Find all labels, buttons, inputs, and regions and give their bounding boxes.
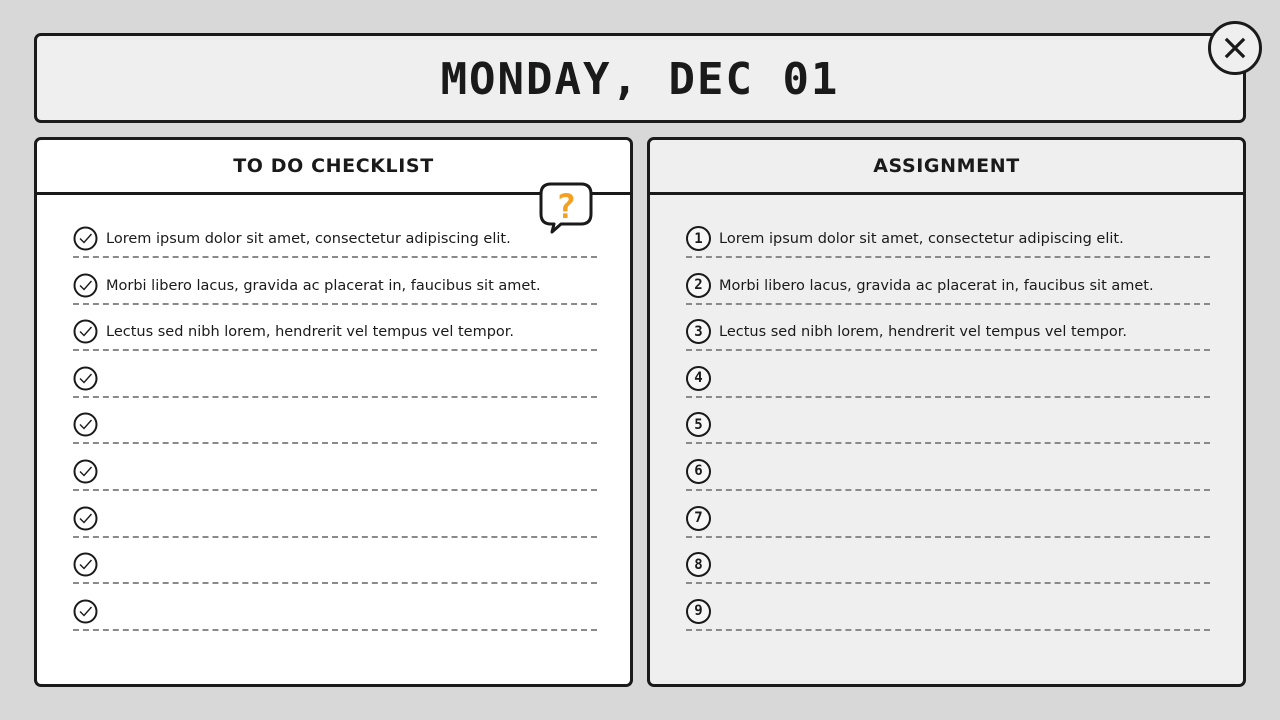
help-question-mark: ? (555, 187, 577, 227)
assignment-number-badge: 6 (686, 459, 711, 484)
assignment-item[interactable] (686, 220, 1210, 267)
checklist-item[interactable] (73, 593, 597, 640)
date-header (34, 33, 1246, 123)
assignment-item[interactable] (686, 360, 1210, 407)
checkbox-check-icon[interactable] (73, 552, 98, 577)
checklist-item[interactable] (73, 546, 597, 593)
assignment-header (650, 140, 1243, 195)
checklist-item[interactable] (73, 406, 597, 453)
checkbox-check-icon[interactable] (73, 319, 98, 344)
checkbox-check-icon[interactable] (73, 273, 98, 298)
assignment-item-text[interactable]: Lectus sed nibh lorem, hendrerit vel tempus vel tempor. (719, 324, 1128, 341)
assignment-item[interactable] (686, 500, 1210, 547)
page-title: MONDAY, DEC 01 (440, 53, 840, 105)
assignment-number-badge: 9 (686, 599, 711, 624)
assignment-number-badge: 1 (686, 226, 711, 251)
checkbox-check-icon[interactable] (73, 506, 98, 531)
checklist-item-text[interactable]: Lectus sed nibh lorem, hendrerit vel tempus vel tempor. (106, 324, 515, 341)
close-icon (1224, 37, 1246, 59)
assignment-item-text[interactable]: Morbi libero lacus, gravida ac placerat in, faucibus sit amet. (719, 277, 1154, 294)
assignment-list (686, 220, 1210, 639)
assignment-number-badge: 2 (686, 273, 711, 298)
checklist-item[interactable] (73, 360, 597, 407)
close-button[interactable] (1208, 21, 1262, 75)
todo-checklist-list (73, 220, 597, 639)
assignment-number-badge: 3 (686, 319, 711, 344)
assignment-item[interactable] (686, 267, 1210, 314)
assignment-item[interactable] (686, 546, 1210, 593)
assignment-number-badge: 4 (686, 366, 711, 391)
assignment-item[interactable] (686, 313, 1210, 360)
assignment-item[interactable] (686, 593, 1210, 640)
checklist-item-text[interactable]: Lorem ipsum dolor sit amet, consectetur adipiscing elit. (106, 231, 511, 247)
checklist-item[interactable] (73, 220, 597, 267)
assignment-item[interactable] (686, 406, 1210, 453)
checklist-item[interactable] (73, 500, 597, 547)
checkbox-check-icon[interactable] (73, 599, 98, 624)
checklist-item[interactable] (73, 453, 597, 500)
checkbox-check-icon[interactable] (73, 459, 98, 484)
checkbox-check-icon[interactable] (73, 412, 98, 437)
assignment-number-badge: 5 (686, 412, 711, 437)
help-bubble-icon[interactable] (537, 181, 595, 235)
checkbox-check-icon[interactable] (73, 366, 98, 391)
assignment-item[interactable] (686, 453, 1210, 500)
assignment-number-badge: 7 (686, 506, 711, 531)
checklist-item-text[interactable]: Morbi libero lacus, gravida ac placerat in, faucibus sit amet. (106, 277, 541, 294)
assignment-panel (647, 137, 1246, 687)
checklist-item[interactable] (73, 267, 597, 314)
assignment-number-badge: 8 (686, 552, 711, 577)
checkbox-check-icon[interactable] (73, 226, 98, 251)
assignment-title: ASSIGNMENT (873, 155, 1020, 177)
todo-checklist-title: TO DO CHECKLIST (233, 155, 434, 177)
assignment-item-text[interactable]: Lorem ipsum dolor sit amet, consectetur adipiscing elit. (719, 231, 1124, 247)
checklist-item[interactable] (73, 313, 597, 360)
